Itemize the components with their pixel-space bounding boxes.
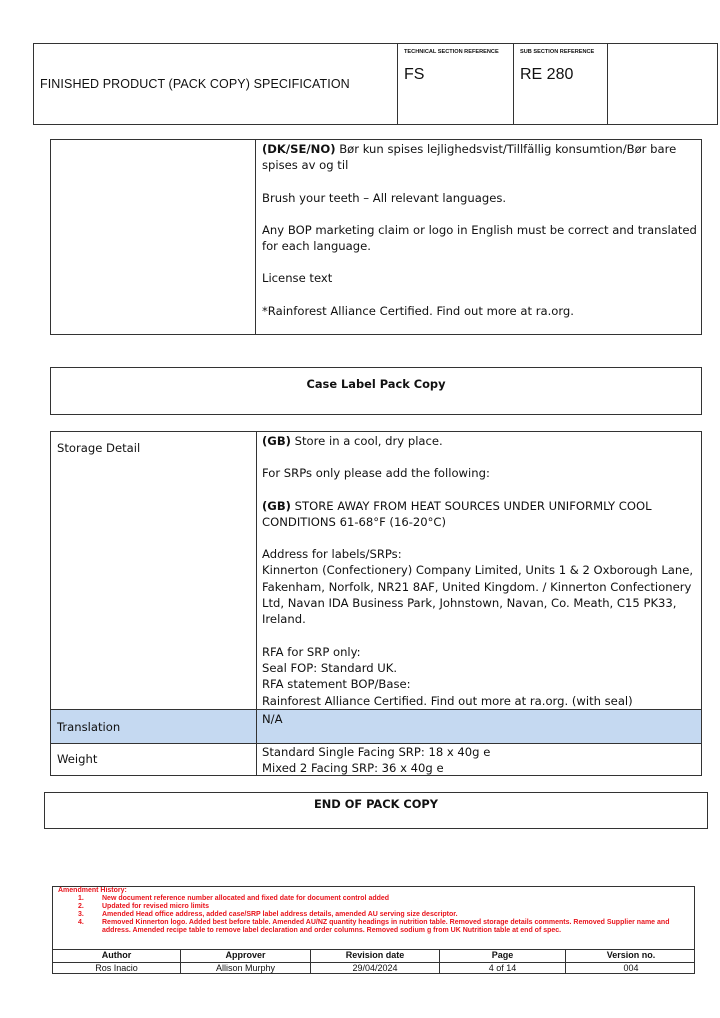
storage-label: Storage Detail: [57, 441, 141, 455]
gb-heat-text: STORE AWAY FROM HEAT SOURCES UNDER UNIFORMLY COOL CONDITIONS 61-68°F (16-20°C): [262, 498, 652, 529]
gb-store-text: Store in a cool, dry place.: [290, 434, 443, 448]
weight-label: Weight: [57, 752, 98, 766]
storage-row: [51, 432, 701, 710]
amendment-item: [53, 903, 694, 911]
continuation-label-cell: [51, 140, 256, 334]
amendment-text: Amended Head office address, added case/SRP label address details, amended AU serving size descriptor.: [102, 911, 458, 918]
author-value: Ros Inacio: [53, 962, 181, 974]
gb-code: (GB): [262, 498, 291, 513]
amendment-history: [53, 887, 694, 950]
amendment-text: Removed Kinnerton logo. Added best before table. Amended AU/NZ quantity headings in nutrition table. Removed storage details comments. Removed Supplier name and address. Amended recipe table to remove label declaration and order columns. Removed sodium g from UK Nutrition table at end of spec.: [102, 919, 670, 934]
weight-line-2: Mixed 2 Facing SRP: 36 x 40g e: [262, 761, 444, 776]
footer-header-row: [53, 949, 694, 963]
page-header: Page: [440, 949, 566, 962]
amendment-item: [53, 895, 694, 903]
translation-value: N/A: [262, 712, 283, 726]
gb-code: (GB): [262, 434, 291, 448]
case-label-title: Case Label Pack Copy: [306, 377, 446, 391]
sub-section-value: RE 280: [520, 66, 574, 83]
nordic-code: (DK/SE/NO): [262, 142, 336, 156]
case-label-table: [50, 431, 702, 776]
version-header: Version no.: [606, 950, 656, 960]
header-empty-cell: [608, 44, 718, 124]
bop-claim-text: Any BOP marketing claim or logo in English must be correct and translated for each language.: [262, 222, 697, 254]
rfa-line-2: Seal FOP: Standard UK.: [262, 660, 398, 675]
amendment-number: 2.: [78, 903, 84, 910]
amendment-item: [53, 911, 694, 919]
brush-teeth-text: Brush your teeth – All relevant languages.: [262, 190, 507, 205]
storage-gb-2: [262, 498, 697, 531]
end-box: [44, 792, 708, 829]
srp-note: For SRPs only please add the following:: [262, 466, 490, 481]
sub-section-cell: [514, 44, 608, 124]
nordic-statement: [262, 141, 697, 174]
weight-content: [262, 744, 697, 777]
author-header: Author: [53, 949, 181, 962]
document-title: FINISHED PRODUCT (PACK COPY) SPECIFICATION: [40, 77, 350, 91]
case-label-heading-box: [50, 367, 702, 415]
rfa-line-4: Rainforest Alliance Certified. Find out more at ra.org. (with seal): [262, 693, 633, 708]
continuation-table: [50, 139, 702, 335]
document-footer: [52, 886, 695, 974]
license-text: License text: [262, 271, 333, 286]
weight-row: [51, 744, 701, 777]
amendment-number: 3.: [78, 911, 84, 918]
storage-content: [262, 433, 697, 709]
weight-line-1: Standard Single Facing SRP: 18 x 40g e: [262, 745, 491, 759]
page-value: 4 of 14: [440, 962, 566, 974]
header-title-cell: [34, 44, 398, 124]
end-title: END OF PACK COPY: [313, 797, 439, 811]
amendment-number: 1.: [78, 895, 84, 902]
footer-value-row: [53, 962, 694, 974]
revision-value: 29/04/2024: [311, 962, 440, 974]
amendment-title: Amendment History:: [58, 887, 127, 894]
approver-header: Approver: [181, 949, 311, 962]
amendment-text: New document reference number allocated and fixed date for document control added: [102, 895, 390, 902]
amendment-text: Updated for revised micro limits: [102, 903, 209, 910]
rainforest-text: *Rainforest Alliance Certified. Find out more at ra.org.: [262, 303, 574, 318]
address-text: Kinnerton (Confectionery) Company Limited, Units 1 & 2 Oxborough Lane, Fakenham, Norfolk, NR21 8AF, United Kingdom. / Kinnerton Confectionery Ltd, Navan IDA Business Park, Johnstown, Navan, Co. Meath, C15 PK33, Ireland.: [262, 563, 694, 627]
amendment-item: [53, 919, 694, 935]
address-heading: Address for labels/SRPs:: [262, 547, 402, 562]
revision-header: Revision date: [311, 949, 440, 962]
document-header: [33, 43, 718, 125]
amendment-list: [53, 895, 694, 935]
sub-section-label: SUB SECTION REFERENCE: [520, 49, 595, 55]
version-value: 004: [623, 963, 639, 973]
rfa-line-1: RFA for SRP only:: [262, 644, 361, 659]
technical-section-label: TECHNICAL SECTION REFERENCE: [404, 49, 499, 55]
translation-label: Translation: [57, 720, 121, 734]
rfa-line-3: RFA statement BOP/Base:: [262, 677, 411, 692]
continuation-content: [262, 141, 697, 319]
technical-section-cell: [398, 44, 514, 124]
table-divider: [256, 432, 257, 775]
approver-value: Allison Murphy: [181, 962, 311, 974]
storage-gb-1: [262, 433, 697, 449]
amendment-number: 4.: [78, 919, 84, 926]
translation-row: [51, 710, 701, 744]
nordic-text: Bør kun spises lejlighedsvist/Tillfällig konsumtion/Bør bare spises av og til: [262, 142, 677, 173]
technical-section-value: FS: [404, 66, 425, 83]
